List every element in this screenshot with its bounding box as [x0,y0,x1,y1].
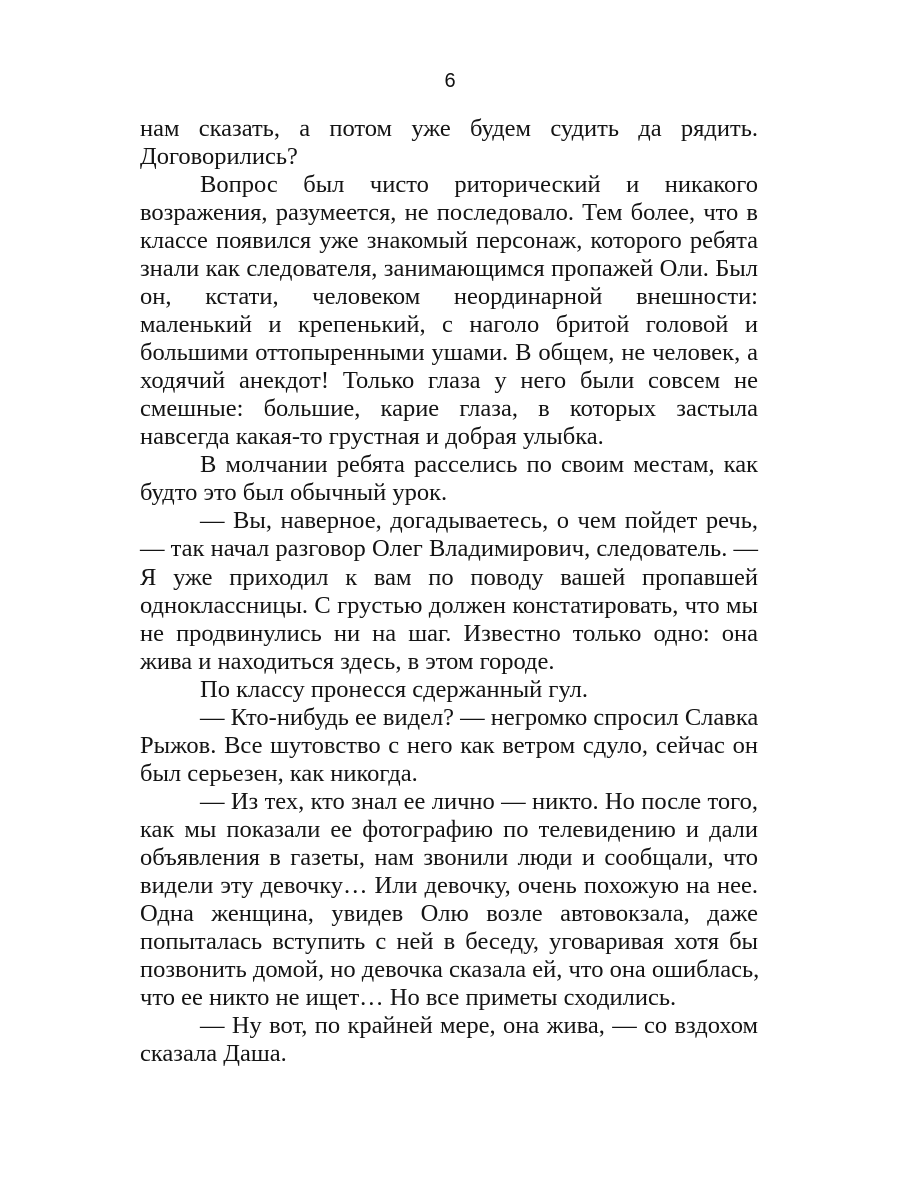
text-line: ходячий анекдот! Только глаза у него были совсем не [140,367,758,395]
text-line: он, кстати, человеком неординарной внешности: [140,283,758,311]
text-line: маленький и крепенький, с наголо бритой головой и [140,311,758,339]
paragraph [140,676,758,704]
text-line: — Вы, наверное, догадываетесь, о чем пойдет речь, [200,507,758,535]
paragraph [140,507,758,675]
text-line: Договорились? [140,143,298,171]
text-line: был серьезен, как никогда. [140,759,418,787]
text-line: возражения, разумеется, не последовало. Тем более, что в [140,199,758,227]
text-line: позвонить домой, но девочка сказала ей, что она ошиблась, [140,955,760,983]
text-line: — так начал разговор Олег Владимирович, следователь. — [140,535,758,563]
paragraph [140,704,758,788]
text-line: попыталась вступить с ней в беседу, уговаривая хотя бы [140,927,758,955]
paragraph [140,451,758,507]
text-line: классе появился уже знакомый персонаж, которого ребята [140,227,758,255]
text-body [140,115,758,1068]
paragraph [140,171,758,451]
text-line: навсегда какая-то грустная и добрая улыбка. [140,423,604,451]
text-line: — Из тех, кто знал ее лично — никто. Но после того, [200,787,758,815]
text-line: — Ну вот, по крайней мере, она жива, — со вздохом [200,1012,758,1039]
text-line: жива и находиться здесь, в этом городе. [140,647,555,675]
text-line: не продвинулись ни на шаг. Известно только одно: она [140,619,758,647]
text-line: Рыжов. Все шутовство с него как ветром сдуло, сейчас он [140,731,758,759]
text-line: знали как следователя, занимающимся пропажей Оли. Был [140,255,758,283]
text-line: нам сказать, а потом уже будем судить да рядить. [140,115,758,142]
text-line: большими оттопыренными ушами. В общем, не человек, а [140,339,758,367]
text-line: смешные: большие, карие глаза, в которых застыла [140,395,758,423]
text-line: видели эту девочку… Или девочку, очень похожую на нее. [140,871,758,899]
text-line: Одна женщина, увидев Олю возле автовокзала, даже [140,899,758,927]
text-line: Вопрос был чисто риторический и никакого [200,171,758,199]
text-line: сказала Даша. [140,1040,287,1068]
text-line: что ее никто не ищет… Но все приметы сходились. [140,983,677,1011]
text-line: как мы показали ее фотографию по телевидению и дали [140,815,758,843]
page-number: 6 [444,70,456,92]
paragraph [140,115,758,171]
text-line: одноклассницы. С грустью должен констатировать, что мы [140,591,758,619]
text-line: будто это был обычный урок. [140,479,448,507]
text-line: объявления в газеты, нам звонили люди и сообщали, что [140,843,758,871]
text-line: По классу пронесся сдержанный гул. [200,675,588,703]
text-line: В молчании ребята расселись по своим местам, как [200,451,758,479]
text-line: Я уже приходил к вам по поводу вашей пропавшей [140,563,758,591]
text-line: — Кто-нибудь ее видел? — негромко спросил Славка [200,703,759,731]
paragraph [140,788,758,1012]
paragraph [140,1012,758,1068]
